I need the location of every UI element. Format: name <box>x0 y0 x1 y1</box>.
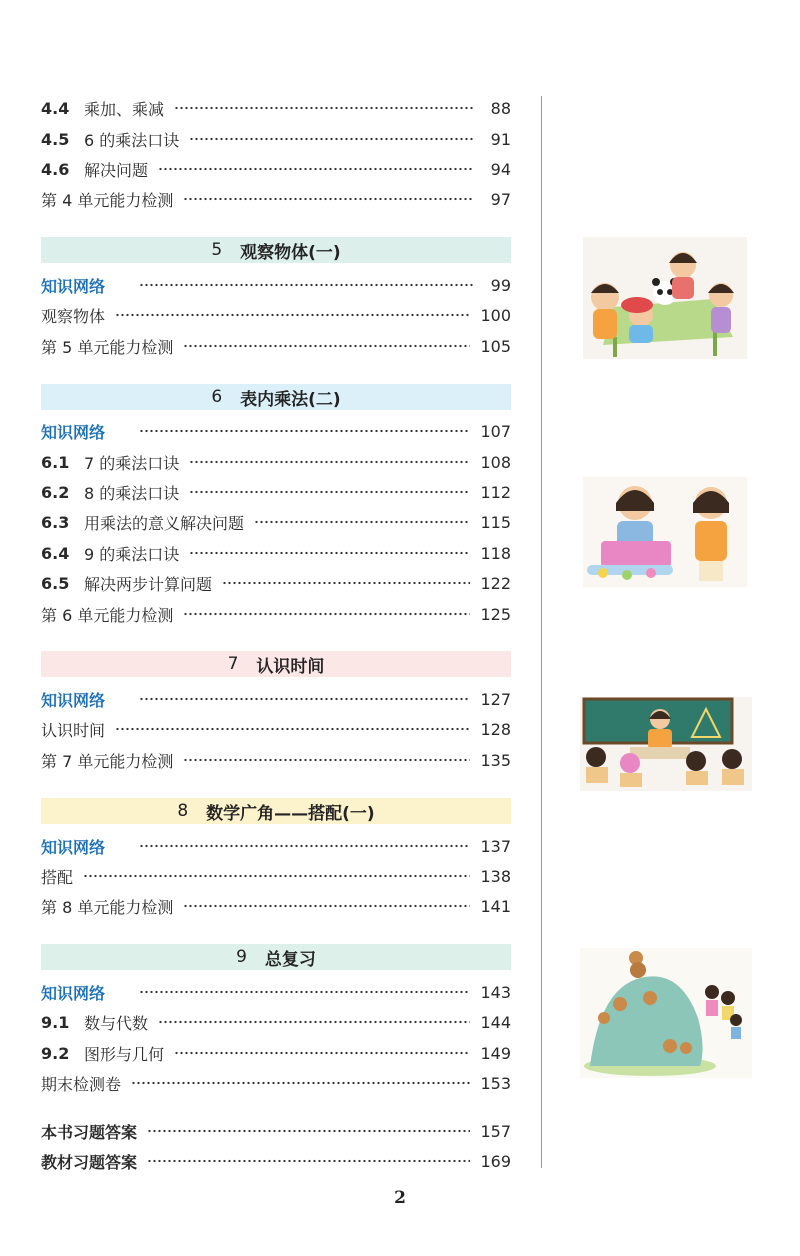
entry-title: 8 的乘法口诀 <box>84 483 180 503</box>
toc-entry-4-6[interactable] <box>41 157 511 181</box>
toc-entry-unit8-test[interactable] <box>41 894 511 918</box>
entry-page: 108 <box>480 452 511 472</box>
entry-page: 128 <box>480 719 511 739</box>
entry-title: 知识网络 <box>41 422 106 442</box>
entry-page: 99 <box>490 275 511 295</box>
entry-title: 教材习题答案 <box>41 1152 138 1172</box>
entry-page: 122 <box>480 573 511 593</box>
dot-leader <box>189 137 473 141</box>
dot-leader <box>183 758 470 762</box>
dot-leader <box>158 1020 470 1024</box>
toc-entry-unit5-test[interactable] <box>41 334 511 358</box>
dot-leader <box>222 581 470 585</box>
classroom-blackboard-illustration <box>580 697 752 791</box>
unit-title: 总复习 <box>264 949 316 970</box>
entry-title: 图形与几何 <box>84 1044 165 1064</box>
toc-entry-unit7-test[interactable] <box>41 748 511 772</box>
entry-title: 第 8 单元能力检测 <box>41 897 174 917</box>
entry-page: 118 <box>480 543 511 563</box>
entry-title: 观察物体 <box>41 306 106 326</box>
entry-page: 91 <box>490 129 511 149</box>
toc-entry-unit4-test[interactable] <box>41 187 511 211</box>
entry-number: 6.4 <box>41 543 70 563</box>
toc-entry-unit8-network[interactable] <box>41 834 511 858</box>
unit-title: 数学广角——搭配(一) <box>206 803 375 824</box>
unit-7-heading <box>41 651 511 677</box>
entry-title: 解决问题 <box>84 160 149 180</box>
dot-leader <box>183 344 470 348</box>
entry-number: 6.1 <box>41 452 70 472</box>
unit-6-heading <box>41 384 511 410</box>
entry-title: 7 的乘法口诀 <box>84 453 180 473</box>
entry-page: 105 <box>480 336 511 356</box>
entry-title: 6 的乘法口诀 <box>84 130 180 150</box>
page-number: 2 <box>394 1188 406 1208</box>
toc-entry-6-1[interactable] <box>41 450 511 474</box>
toc-entry-4-4[interactable] <box>41 96 511 120</box>
dot-leader <box>115 727 470 731</box>
entry-page: 112 <box>480 482 511 502</box>
entry-number: 6.5 <box>41 573 70 593</box>
entry-title: 乘加、乘减 <box>84 99 165 119</box>
entry-page: 153 <box>480 1073 511 1093</box>
dot-leader <box>147 1159 470 1163</box>
toc-entry-9-2[interactable] <box>41 1041 511 1065</box>
dot-leader <box>147 1129 470 1133</box>
dot-leader <box>83 874 470 878</box>
dot-leader <box>139 283 473 287</box>
dot-leader <box>174 106 473 110</box>
entry-page: 125 <box>480 604 511 624</box>
unit-title: 表内乘法(二) <box>240 389 341 410</box>
dot-leader <box>174 1051 470 1055</box>
dot-leader <box>189 551 470 555</box>
entry-page: 127 <box>480 689 511 709</box>
dot-leader <box>131 1081 470 1085</box>
entry-title: 知识网络 <box>41 837 106 857</box>
entry-title: 本书习题答案 <box>41 1122 138 1142</box>
toc-entry-6-4[interactable] <box>41 541 511 565</box>
unit-8-heading <box>41 798 511 824</box>
toc-entry-unit7-time[interactable] <box>41 717 511 741</box>
dot-leader <box>183 612 470 616</box>
entry-title: 搭配 <box>41 867 74 887</box>
unit-title: 观察物体(一) <box>240 242 341 263</box>
entry-title: 9 的乘法口诀 <box>84 544 180 564</box>
column-divider <box>541 96 542 1168</box>
entry-title: 解决两步计算问题 <box>84 574 213 594</box>
dot-leader <box>139 844 470 848</box>
entry-title: 用乘法的意义解决问题 <box>84 513 245 533</box>
entry-number: 6.3 <box>41 512 70 532</box>
toc-entry-9-1[interactable] <box>41 1010 511 1034</box>
unit-5-heading <box>41 237 511 263</box>
toc-entry-6-3[interactable] <box>41 510 511 534</box>
dot-leader <box>183 904 470 908</box>
entry-title: 认识时间 <box>41 720 106 740</box>
toc-entry-6-5[interactable] <box>41 571 511 595</box>
dot-leader <box>254 520 470 524</box>
teachers-with-cloth-illustration <box>583 477 747 587</box>
entry-number: 4.4 <box>41 98 70 118</box>
entry-page: 157 <box>480 1121 511 1141</box>
entry-title: 知识网络 <box>41 276 106 296</box>
dot-leader <box>139 429 470 433</box>
monkeys-on-rock-illustration <box>580 948 752 1078</box>
toc-entry-unit9-network[interactable] <box>41 980 511 1004</box>
entry-page: 144 <box>480 1012 511 1032</box>
toc-entry-unit6-test[interactable] <box>41 602 511 626</box>
entry-title: 第 4 单元能力检测 <box>41 190 174 210</box>
unit-number: 9 <box>236 947 247 967</box>
entry-page: 107 <box>480 421 511 441</box>
dot-leader <box>189 490 470 494</box>
toc-entry-unit5-observe[interactable] <box>41 303 511 327</box>
entry-page: 149 <box>480 1043 511 1063</box>
entry-title: 第 7 单元能力检测 <box>41 751 174 771</box>
toc-entry-unit6-network[interactable] <box>41 419 511 443</box>
entry-title: 知识网络 <box>41 690 106 710</box>
entry-number: 4.6 <box>41 159 70 179</box>
entry-title: 数与代数 <box>84 1013 149 1033</box>
toc-entry-final-exam[interactable] <box>41 1071 511 1095</box>
entry-number: 9.2 <box>41 1043 70 1063</box>
entry-page: 115 <box>480 512 511 532</box>
unit-number: 7 <box>227 654 239 674</box>
toc-entry-unit7-network[interactable] <box>41 687 511 711</box>
unit-number: 8 <box>177 801 189 821</box>
entry-page: 88 <box>490 98 511 118</box>
entry-page: 100 <box>480 305 511 325</box>
children-observing-panda-illustration <box>583 237 747 359</box>
entry-number: 6.2 <box>41 482 70 502</box>
entry-page: 143 <box>480 982 511 1002</box>
entry-title: 第 6 单元能力检测 <box>41 605 174 625</box>
entry-number: 4.5 <box>41 129 70 149</box>
dot-leader <box>189 460 470 464</box>
toc-entry-unit5-network[interactable] <box>41 273 511 297</box>
dot-leader <box>139 697 470 701</box>
dot-leader <box>158 167 473 171</box>
entry-number: 9.1 <box>41 1012 70 1032</box>
dot-leader <box>115 313 470 317</box>
entry-page: 169 <box>480 1151 511 1171</box>
dot-leader <box>139 990 470 994</box>
dot-leader <box>183 197 473 201</box>
entry-page: 138 <box>480 866 511 886</box>
toc-entry-6-2[interactable] <box>41 480 511 504</box>
entry-title: 第 5 单元能力检测 <box>41 337 174 357</box>
toc-entry-4-5[interactable] <box>41 127 511 151</box>
entry-page: 97 <box>490 189 511 209</box>
entry-page: 141 <box>480 896 511 916</box>
entry-page: 135 <box>480 750 511 770</box>
unit-number: 5 <box>211 240 223 260</box>
entry-page: 94 <box>490 159 511 179</box>
entry-page: 137 <box>480 836 511 856</box>
entry-title: 知识网络 <box>41 983 106 1003</box>
toc-entry-book-answers[interactable] <box>41 1119 511 1143</box>
toc-entry-unit8-match[interactable] <box>41 864 511 888</box>
unit-9-heading <box>41 944 511 970</box>
toc-entry-textbook-answers[interactable] <box>41 1149 511 1173</box>
entry-title: 期末检测卷 <box>41 1074 122 1094</box>
unit-title: 认识时间 <box>256 656 325 677</box>
unit-number: 6 <box>211 387 223 407</box>
